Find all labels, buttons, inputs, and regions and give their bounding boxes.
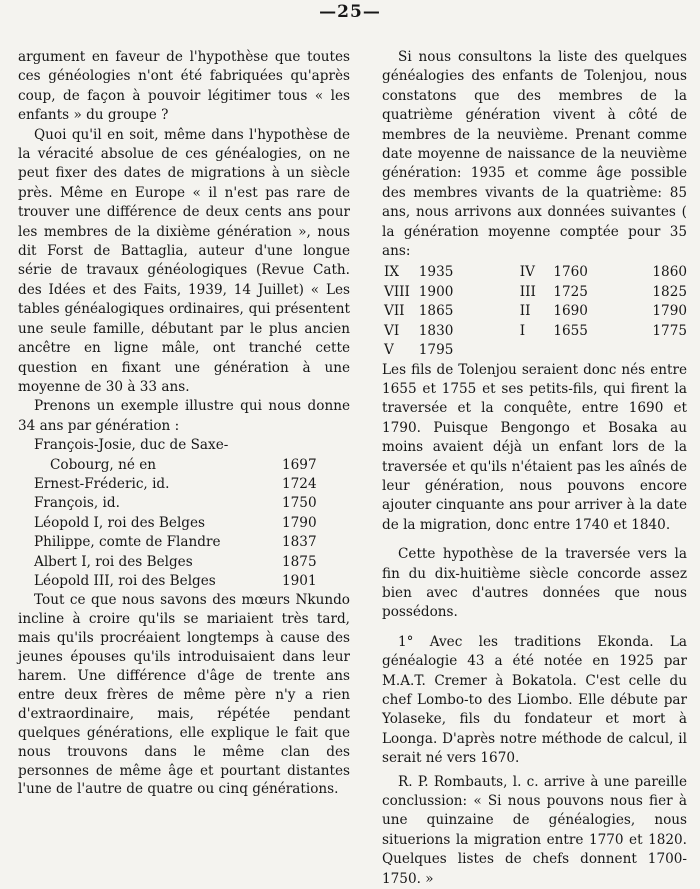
generation-year: 1760 xyxy=(553,264,588,281)
lineage-year: 1750 xyxy=(282,495,317,512)
generation-numeral: I xyxy=(519,322,526,339)
lineage-name: Albert I, roi des Belges xyxy=(34,553,193,570)
paragraph: argument en faveur de l'hypothèse que toutes ces généologies n'ont été fabriquées qu'après coup, de façon à pouvoir légitimer tous « les enfants » du groupe ? xyxy=(18,49,350,124)
generation-row xyxy=(382,283,687,302)
generation-year: 1795 xyxy=(418,342,454,359)
lineage-row xyxy=(34,514,336,533)
generation-year: 1655 xyxy=(553,322,588,339)
lineage-row xyxy=(34,572,336,591)
lineage-year: 1697 xyxy=(282,456,317,473)
generation-numeral: III xyxy=(519,283,536,300)
lineage-year: 1837 xyxy=(282,534,317,551)
generation-numeral: IX xyxy=(384,264,400,281)
paragraph: R. P. Rombauts, l. c. arrive à une pareille conclussion: « Si nous pouvons nous fier à une quinzaine de généalogies, nous situerions la migration entre 1770 et 1820. Quelques listes de chefs donnent 1700-1750. » xyxy=(382,773,687,887)
lineage-name-cont: Cobourg, né en xyxy=(50,456,156,473)
generation-numeral: V xyxy=(384,342,394,359)
generation-year: 1865 xyxy=(418,303,454,320)
lineage-row xyxy=(34,436,336,475)
paragraph: Cette hypothèse de la traversée vers la fin du dix-huitième siècle concorde assez bien avec d'autres données que nous possédons. xyxy=(382,546,687,621)
generation-year: 1690 xyxy=(553,303,588,320)
paragraph: Si nous consultons la liste des quelques généalogies des enfants de Tolenjou, nous constatons que des membres de la quatrième génération vivent à côté de membres de la neuvième. Prenant comme date moyenne de naissance de la neuvième génération: 1935 et comme âge possible des membres vivants de la quatrième: 85 ans, nous arrivons aux données suivantes ( la génération moyenne comptée pour 35 ans: xyxy=(382,49,687,260)
right-column xyxy=(382,48,687,889)
generation-numeral: VI xyxy=(384,322,400,339)
lineage-name: Philippe, comte de Flandre xyxy=(34,534,221,551)
lineage-year: 1724 xyxy=(282,475,317,492)
generation-row xyxy=(382,302,687,321)
generation-year: 1790 xyxy=(652,303,687,320)
generation-numeral: II xyxy=(519,303,531,320)
generation-year: 1725 xyxy=(553,283,588,300)
generation-table xyxy=(382,263,687,360)
paragraph: Les fils de Tolenjou seraient donc nés entre 1655 et 1755 et ses petits-fils, qui firent la traversée et la conquête, entre 1690 et 1790. Puisque Bengongo et Bosaka au moins avaient déjà un enfant lors de la traversée et qu'ils n'étaient pas les aînés de leur génération, nous pouvons encore ajouter cinquante ans pour arriver à la date de la migration, donc entre 1740 et 1840. xyxy=(382,361,687,533)
lineage-name: François-Josie, duc de Saxe- xyxy=(34,437,229,454)
lineage-row xyxy=(34,494,336,513)
generation-year: 1830 xyxy=(418,322,454,339)
paragraph: Quoi qu'il en soit, même dans l'hypothèse de la véracité absolue de ces généalogies, on ne peut fixer des dates de migrations à un siècle près. Même en Europe « il n'est pas rare de trouver une différence de deux cents ans pour les membres de la dixième génération », nous dit Forst de Battaglia, auteur d'une longue série de travaux généologiques (Revue Cath. des Idées et des Faits, 1939, 14 Juillet) « Les tables généalogiques ordinaires, qui présentent une seule famille, débutant par le plus ancien ancêtre en ligne mâle, ont tranché cette question en fixant une génération à une moyenne de 30 à 33 ans. xyxy=(18,126,350,395)
generation-row xyxy=(382,322,687,341)
generation-year: 1825 xyxy=(652,283,687,300)
generation-numeral: VIII xyxy=(384,283,410,300)
page-number: —25— xyxy=(319,2,381,22)
lineage-year: 1790 xyxy=(282,514,317,531)
lineage-row xyxy=(34,553,336,572)
lineage-year: 1875 xyxy=(282,553,317,570)
generation-numeral: VII xyxy=(384,303,405,320)
generation-year: 1860 xyxy=(652,264,687,281)
lineage-row xyxy=(34,475,336,494)
lineage-table xyxy=(34,436,336,591)
generation-year: 1900 xyxy=(418,283,454,300)
lineage-name: François, id. xyxy=(34,495,120,512)
lineage-row xyxy=(34,533,336,552)
left-column xyxy=(18,48,350,799)
generation-row xyxy=(382,263,687,282)
paragraph: Prenons un exemple illustre qui nous donne 34 ans par génération : xyxy=(18,398,350,434)
generation-year: 1775 xyxy=(652,322,687,339)
lineage-name: Ernest-Fréderic, id. xyxy=(34,475,170,492)
generation-numeral: IV xyxy=(519,264,535,281)
generation-row xyxy=(382,341,687,360)
generation-year: 1935 xyxy=(418,264,454,281)
paragraph: 1° Avec les traditions Ekonda. La généalogie 43 a été notée en 1925 par M.A.T. Cremer à Bokatola. C'est celle du chef Lombo-to des Liombo. Elle débute par Yolaseke, fils du fondateur et mort à Loonga. D'après notre méthode de calcul, il serait né vers 1670. xyxy=(382,633,687,767)
lineage-name: Léopold I, roi des Belges xyxy=(34,514,206,531)
paragraph: Tout ce que nous savons des mœurs Nkundo incline à croire qu'ils se mariaient très tard, mais qu'ils procréaient longtemps à cause des jeunes épouses qu'ils introduisaient dans leur harem. Une différence d'âge de trente ans entre deux frères de même père n'y a rien d'extraordinaire, mais, répétée pendant quelques générations, elle explique le fait que nous trouvons dans le même clan des personnes de même âge et pourtant distantes l'une de l'autre de quatre ou cinq générations. xyxy=(18,592,350,798)
lineage-name: Léopold III, roi des Belges xyxy=(34,572,216,589)
lineage-year: 1901 xyxy=(282,572,317,589)
